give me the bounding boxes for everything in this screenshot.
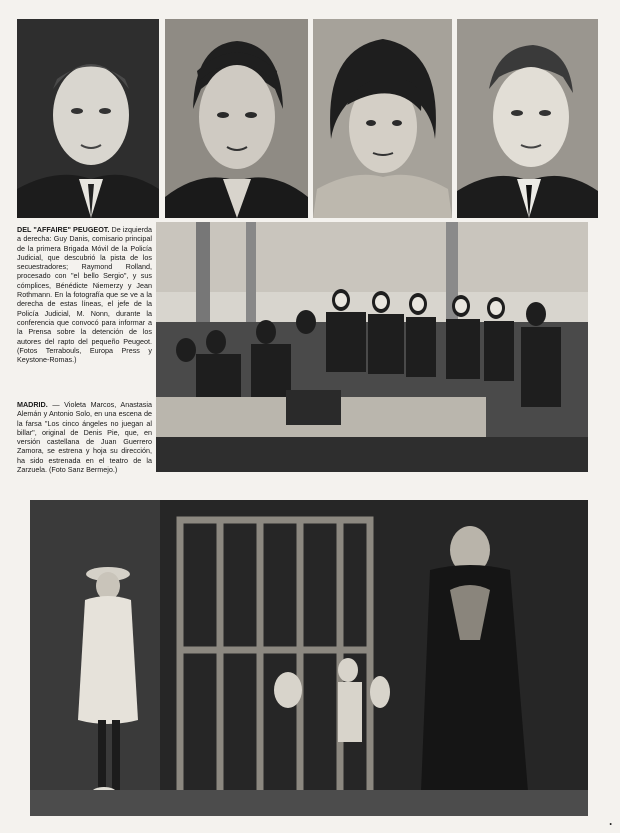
portrait-1 — [17, 19, 159, 218]
caption-peugeot-body: De izquierda a derecha: Guy Danis, comisario principal de la primera Brigada Móvil de la Policía Judicial, que descubrió la pista de los secuestradores; Raymond Rolland, procesado con "el bello Sergio", y sus cómplices, Bénédicte Niemerzy y Jean Rothmann. En la fotografía que se ve a la derecha de estas líneas, el jefe de la Policía Judicial, M. Nonn, durante la conferencia que convocó para informar a la Prensa sobre la detención de los autores del rapto del pequeño Peugeot. (Fotos Terrabouls, Europa Press y Keystone-Romas.) — [17, 225, 152, 365]
portrait-4-image — [457, 19, 598, 218]
portrait-3 — [313, 19, 452, 218]
caption-madrid-title: MADRID. — [17, 400, 48, 409]
portrait-3-image — [313, 19, 452, 218]
theatre-stage-image — [30, 500, 588, 816]
press-conference-image — [156, 222, 588, 472]
portrait-4 — [457, 19, 598, 218]
page-corner-mark: • — [609, 820, 612, 829]
theatre-stage-photo — [30, 500, 588, 816]
caption-madrid — [17, 400, 152, 474]
portrait-2-image — [165, 19, 308, 218]
caption-madrid-body: — Violeta Marcos, Anastasia Alemán y Antonio Solo, en una escena de la farsa "Los cinco ángeles no juegan al billar", original de Denis Pie, que, en versión castellana de Juan Guerrero Zamora, se estrena y hoja su dirección, ha sido estrenada en el teatro de la Zarzuela. (Foto Sanz Bermejo.) — [17, 400, 152, 475]
caption-peugeot-title: DEL "AFFAIRE" PEUGEOT. — [17, 225, 110, 234]
press-conference-photo — [156, 222, 588, 472]
portrait-1-image — [17, 19, 159, 218]
portrait-2 — [165, 19, 308, 218]
caption-peugeot — [17, 225, 152, 364]
